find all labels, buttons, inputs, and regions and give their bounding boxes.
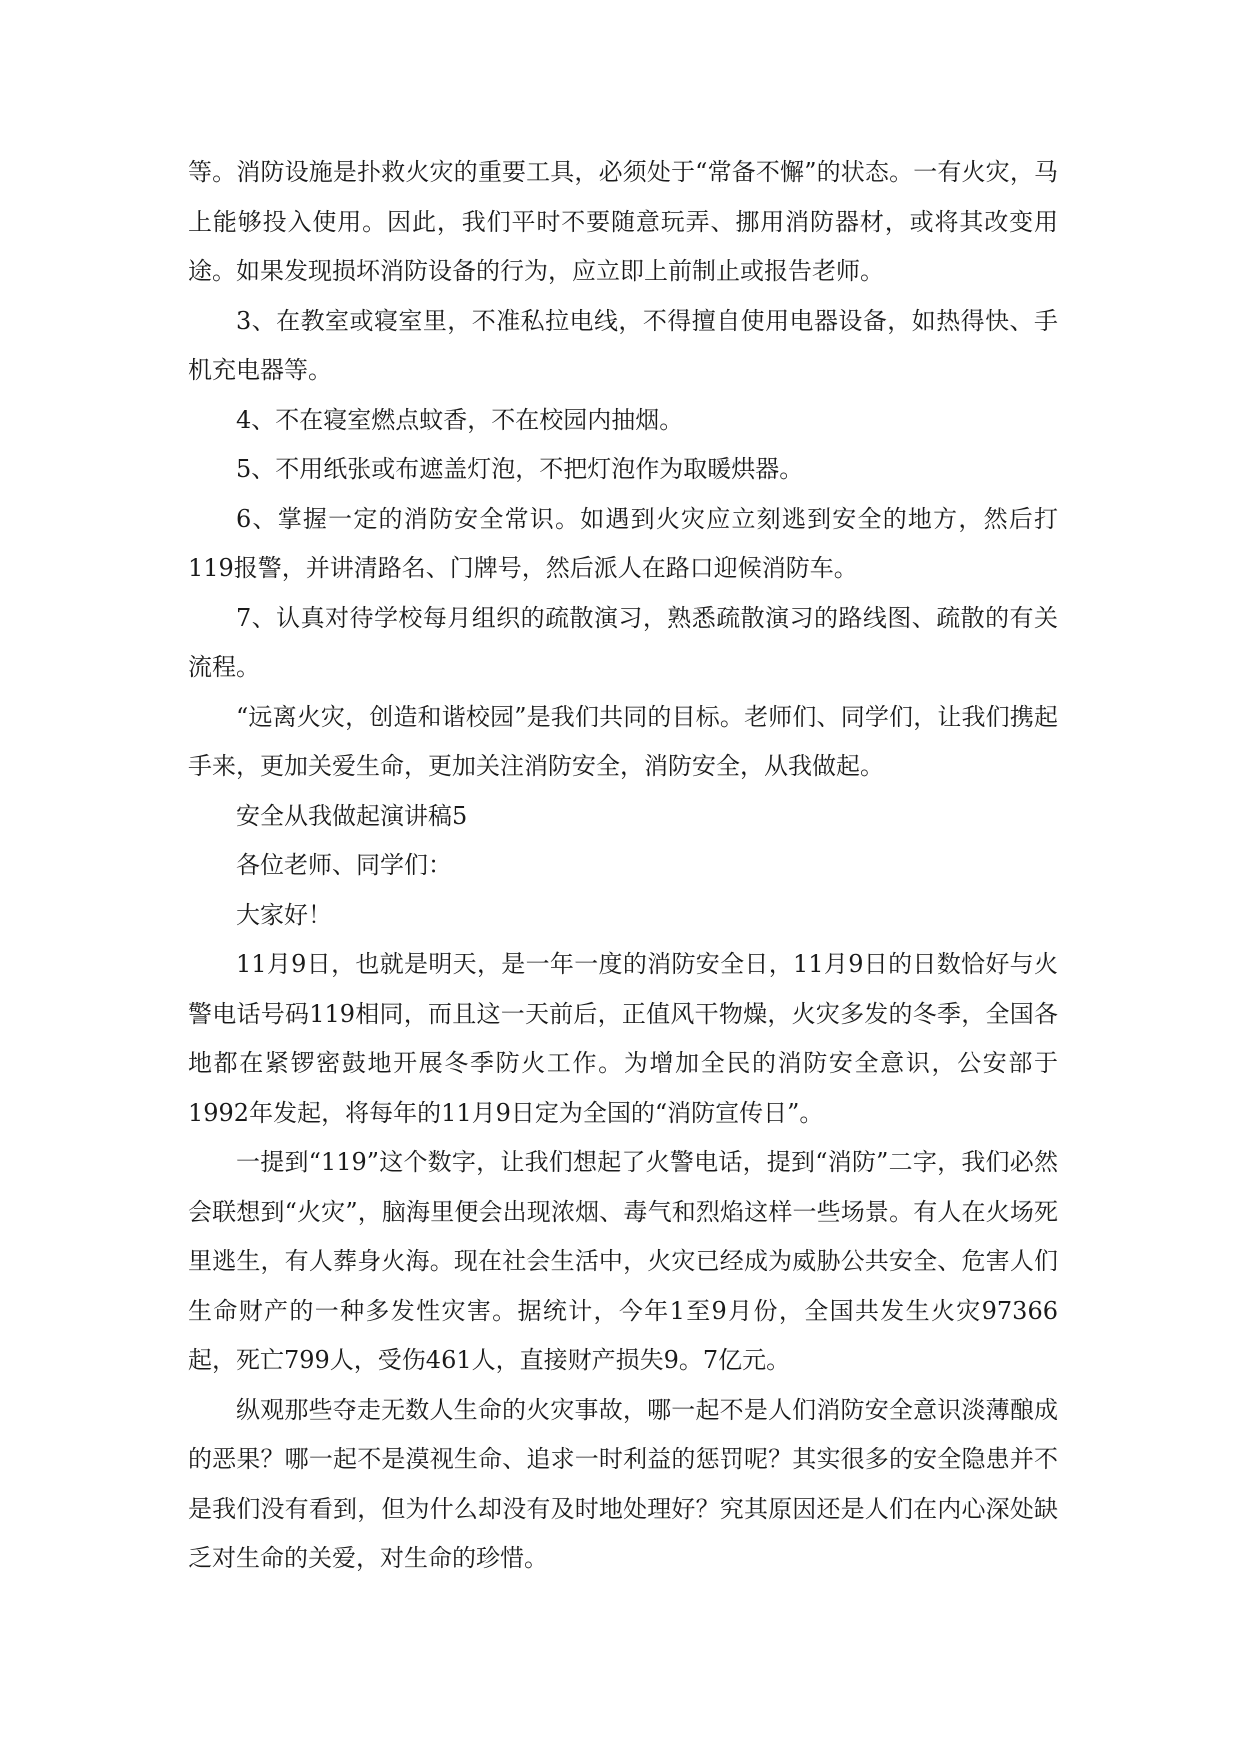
paragraph-rule-5: 5、不用纸张或布遮盖灯泡，不把灯泡作为取暖烘器。 [236, 455, 804, 483]
salutation: 各位老师、同学们： [236, 851, 452, 879]
paragraph-reflection: 纵观那些夺走无数人生命的火灾事故，哪一起不是人们消防安全意识淡薄酿成的恶果？哪一起不是漠视生命、追求一时利益的惩罚呢？其实很多的安全隐患并不是我们没有看到，但为什么却没有及时地处理好？究其原因还是人们在内心深处缺乏对生命的关爱，对生命的珍惜。 [188, 1395, 1058, 1572]
paragraph-119: 一提到“119”这个数字，让我们想起了火警电话，提到“消防”二字，我们必然会联想到“火灾”，脑海里便会出现浓烟、毒气和烈焰这样一些场景。有人在火场死里逃生，有人葬身火海。现在社会生活中，火灾已经成为威胁公共安全、危害人们生命财产的一种多发性灾害。据统计，今年1至9月份，全国共发生火灾97366起，死亡799人，受伤461人，直接财产损失9。7亿元。 [188, 1148, 1058, 1374]
paragraph-closing: “远离火灾，创造和谐校园”是我们共同的目标。老师们、同学们，让我们携起手来，更加关爱生命，更加关注消防安全，消防安全，从我做起。 [188, 702, 1058, 780]
greeting: 大家好！ [236, 900, 332, 929]
section-title: 安全从我做起演讲稿5 [236, 801, 468, 830]
paragraph-rule-7: 7、认真对待学校每月组织的疏散演习，熟悉疏散演习的路线图、疏散的有关流程。 [188, 603, 1058, 681]
paragraph-fire-facilities: 等。消防设施是扑救火灾的重要工具，必须处于“常备不懈”的状态。一有火灾，马上能够投入使用。因此，我们平时不要随意玩弄、挪用消防器材，或将其改变用途。如果发现损坏消防设备的行为，应立即上前制止或报告老师。 [188, 158, 1058, 285]
paragraph-rule-6: 6、掌握一定的消防安全常识。如遇到火灾应立刻逃到安全的地方，然后打119报警，并讲清路名、门牌号，然后派人在路口迎候消防车。 [188, 504, 1058, 582]
document-body [188, 148, 1058, 1584]
paragraph-rule-3: 3、在教室或寝室里，不准私拉电线，不得擅自使用电器设备，如热得快、手机充电器等。 [188, 306, 1058, 384]
paragraph-rule-4: 4、不在寝室燃点蚊香，不在校园内抽烟。 [236, 405, 684, 434]
paragraph-fire-day: 11月9日，也就是明天，是一年一度的消防安全日，11月9日的日数恰好与火警电话号码119相同，而且这一天前后，正值风干物燥，火灾多发的冬季，全国各地都在紧锣密鼓地开展冬季防火工作。为增加全民的消防安全意识，公安部于1992年发起，将每年的11月9日定为全国的“消防宣传日”。 [188, 950, 1058, 1127]
